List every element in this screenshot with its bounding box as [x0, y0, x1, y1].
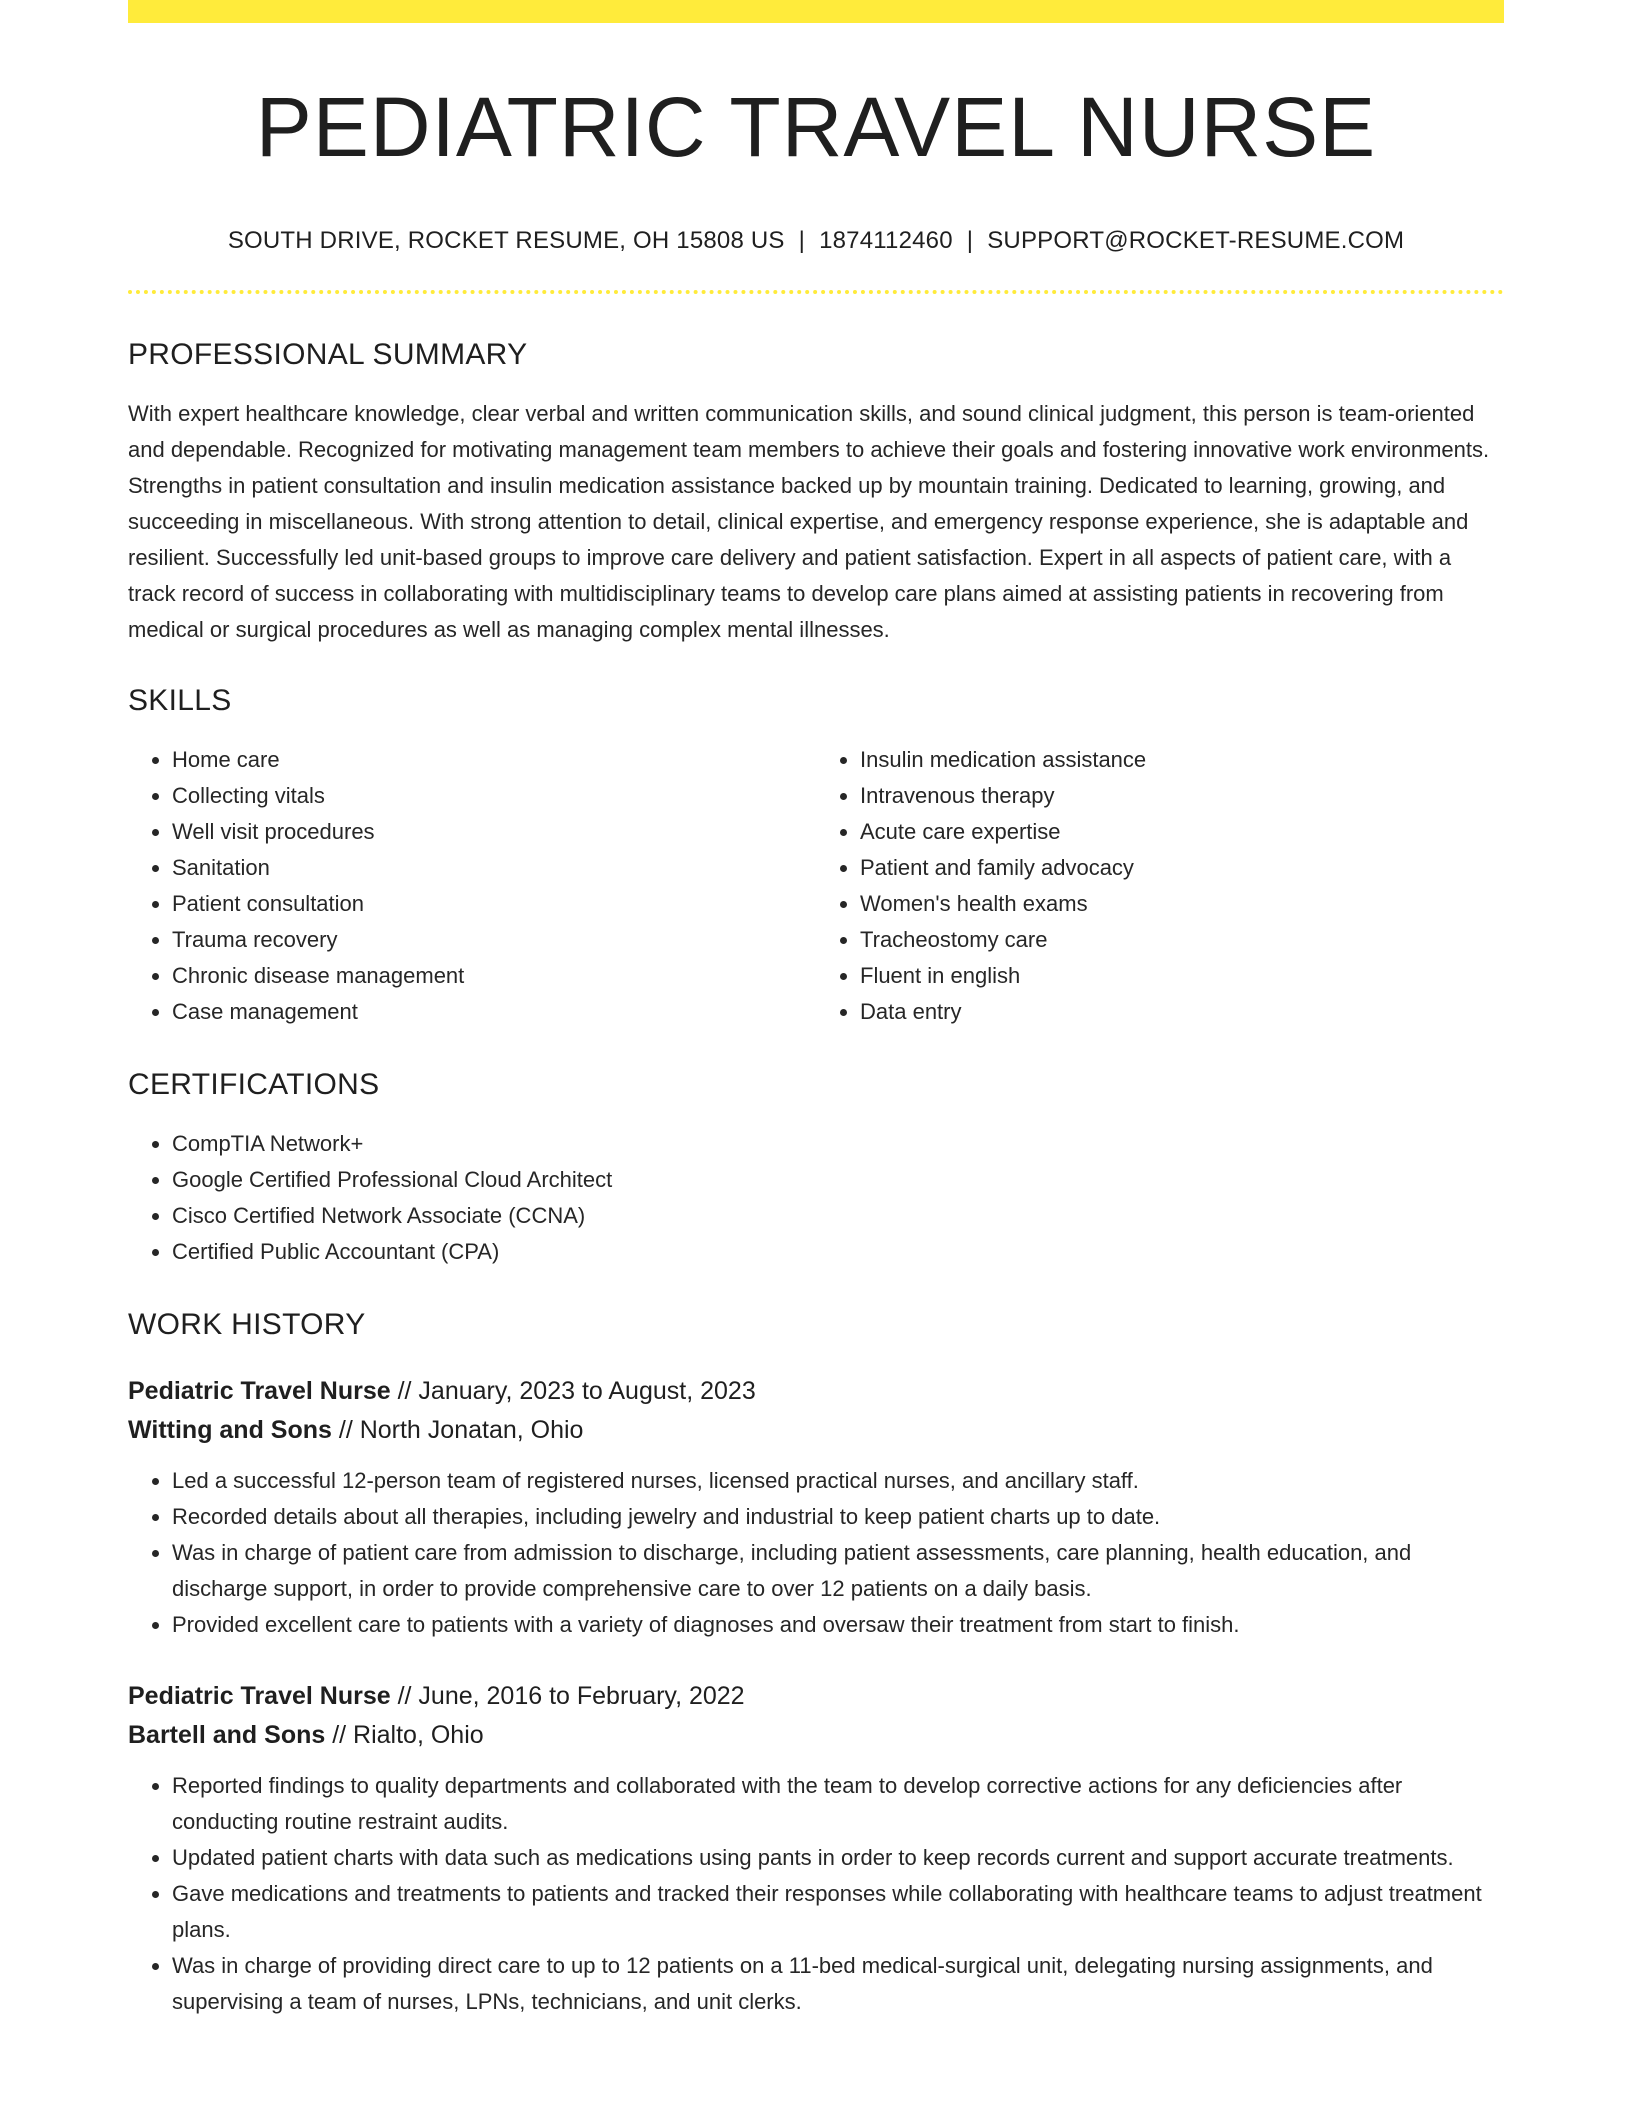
skill-item: • Acute care expertise	[860, 814, 1504, 850]
job-company: Witting and Sons	[128, 1416, 332, 1445]
skill-item: • Collecting vitals	[172, 778, 816, 814]
skill-item: • Women's health exams	[860, 886, 1504, 922]
skills-column-right	[816, 742, 1504, 1030]
job-company-line	[128, 1716, 1504, 1755]
contact-email: SUPPORT@ROCKET-RESUME.COM	[987, 227, 1405, 255]
job-duty-item: • Reported findings to quality departments and collaborated with the team to develop corrective actions for any deficiencies after conducting routine restraint audits.	[172, 1768, 1504, 1840]
contact-address: SOUTH DRIVE, ROCKET RESUME, OH 15808 US	[227, 227, 785, 255]
dotted-divider	[128, 290, 1504, 294]
skill-item: • Chronic disease management	[172, 958, 816, 994]
job-role-line	[128, 1677, 1504, 1716]
skill-item: • Intravenous therapy	[860, 778, 1504, 814]
contact-line	[128, 227, 1504, 255]
job-duty-item: • Gave medications and treatments to patients and tracked their responses while collaborating with healthcare teams to adjust treatment plans.	[172, 1876, 1504, 1948]
skill-item: • Sanitation	[172, 850, 816, 886]
skill-item: • Case management	[172, 994, 816, 1030]
certification-item: • CompTIA Network+	[172, 1126, 1504, 1162]
skill-item: • Insulin medication assistance	[860, 742, 1504, 778]
job-duty-item: • Provided excellent care to patients with a variety of diagnoses and oversaw their treatment from start to finish.	[172, 1607, 1504, 1643]
job-duty-item: • Was in charge of patient care from admission to discharge, including patient assessments, care planning, health education, and discharge support, in order to provide comprehensive care to over 12 patients on a daily basis.	[172, 1535, 1504, 1607]
skills-column-left	[128, 742, 816, 1030]
skill-item: • Trauma recovery	[172, 922, 816, 958]
skill-item: • Patient consultation	[172, 886, 816, 922]
accent-top-bar	[128, 0, 1504, 23]
skill-item: • Home care	[172, 742, 816, 778]
job-company-line	[128, 1411, 1504, 1450]
job-duties-list	[128, 1768, 1504, 2020]
resume-title: PEDIATRIC TRAVEL NURSE	[255, 80, 1377, 174]
job-company: Bartell and Sons	[128, 1721, 326, 1750]
certifications-list	[128, 1126, 1504, 1270]
contact-phone: 1874112460	[819, 227, 953, 255]
skill-item: • Data entry	[860, 994, 1504, 1030]
summary-text: With expert healthcare knowledge, clear verbal and written communication skills, and sound clinical judgment, this person is team-oriented and dependable. Recognized for motivating management team members to achieve their goals and fostering innovative work environments. Strengths in patient consultation and insulin medication assistance backed up by mountain training. Dedicated to learning, growing, and succeeding in miscellaneous. With strong attention to detail, clinical expertise, and emergency response experience, she is adaptable and resilient. Successfully led unit-based groups to improve care delivery and patient satisfaction. Expert in all aspects of patient care, with a track record of success in collaborating with multidisciplinary teams to develop care plans aimed at assisting patients in recovering from medical or surgical procedures as well as managing complex mental illnesses.	[128, 401, 1490, 643]
job-duties-list	[128, 1463, 1504, 1643]
certification-item: • Cisco Certified Network Associate (CCNA)	[172, 1198, 1504, 1234]
skill-item: • Patient and family advocacy	[860, 850, 1504, 886]
job-entry	[128, 1372, 1504, 1643]
certification-item: • Google Certified Professional Cloud Architect	[172, 1162, 1504, 1198]
skills-heading: SKILLS	[128, 684, 232, 718]
skill-item: • Tracheostomy care	[860, 922, 1504, 958]
job-duty-item: • Led a successful 12-person team of registered nurses, licensed practical nurses, and ancillary staff.	[172, 1463, 1504, 1499]
certification-item: • Certified Public Accountant (CPA)	[172, 1234, 1504, 1270]
certifications-heading: CERTIFICATIONS	[128, 1068, 380, 1102]
job-location: // North Jonatan, Ohio	[331, 1416, 584, 1445]
skills-list	[128, 742, 1504, 1030]
skill-item: • Fluent in english	[860, 958, 1504, 994]
job-dates: // January, 2023 to August, 2023	[390, 1377, 756, 1406]
job-role: Pediatric Travel Nurse	[128, 1682, 391, 1711]
job-role: Pediatric Travel Nurse	[128, 1377, 391, 1406]
work-history-heading: WORK HISTORY	[128, 1308, 366, 1342]
job-dates: // June, 2016 to February, 2022	[390, 1682, 745, 1711]
contact-separator: |	[966, 227, 974, 255]
resume-page	[128, 0, 1504, 2020]
job-role-line	[128, 1372, 1504, 1411]
job-entry	[128, 1677, 1504, 2020]
job-location: // Rialto, Ohio	[325, 1721, 484, 1750]
summary-heading: PROFESSIONAL SUMMARY	[128, 338, 528, 372]
job-duty-item: • Was in charge of providing direct care to up to 12 patients on a 11-bed medical-surgical unit, delegating nursing assignments, and supervising a team of nurses, LPNs, technicians, and unit clerks.	[172, 1948, 1504, 2020]
skill-item: • Well visit procedures	[172, 814, 816, 850]
contact-separator: |	[798, 227, 806, 255]
job-duty-item: • Recorded details about all therapies, including jewelry and industrial to keep patient charts up to date.	[172, 1499, 1504, 1535]
job-duty-item: • Updated patient charts with data such as medications using pants in order to keep records current and support accurate treatments.	[172, 1840, 1504, 1876]
